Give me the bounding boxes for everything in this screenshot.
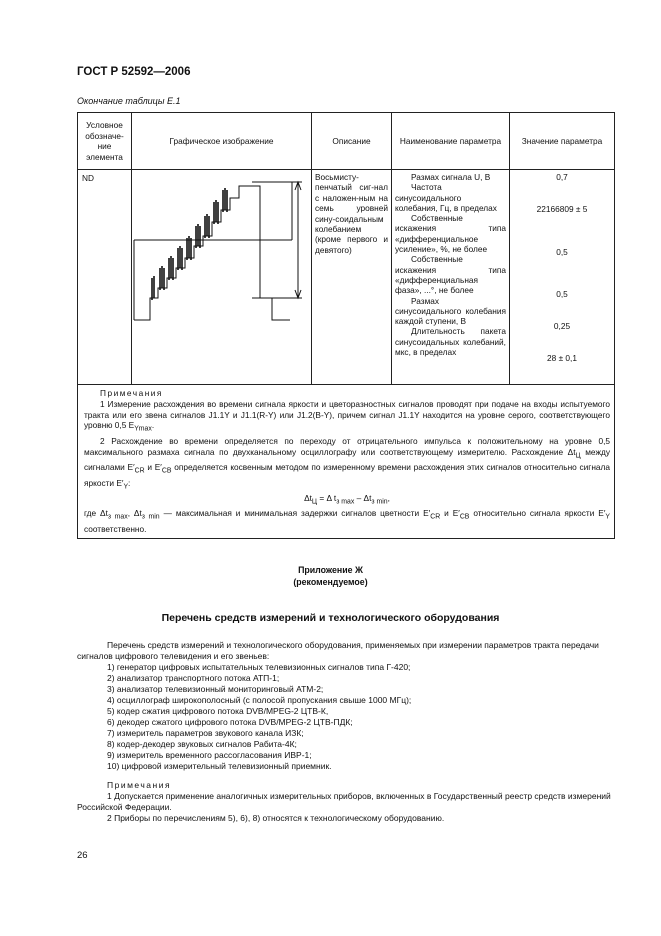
col-header-description: Описание	[312, 113, 392, 170]
table-row	[78, 170, 615, 385]
param-value-item: 28 ± 0,1	[547, 353, 577, 364]
note-2: 2 Расхождение во времени определяется по переходу от отрицательного импульса к положительному на уровне 0,5 максимального размаха сигнала по двухканальному осциллографу или соответствующему измерителю. Расхождение $\Delta t_Ц$ между сигналами $E'_{CR}$ и $E'_{CB}$ определяется косвенным методом по измеренному времени расхождения этих сигналов относительно сигнала яркости $E'_Y$:	[84, 435, 610, 491]
cell-param-names	[392, 170, 510, 385]
appendix-note-2: 2 Приборы по перечислениям 5), 6), 8) относятся к технологическому оборудованию.	[107, 813, 445, 823]
note-1: 1 Измерение расхождения во времени сигнала яркости и цветоразностных сигналов проводят при подаче на входы испытуемого тракта или его звена сигналов J1.1Y и J1.1(R-Y) или J1.2(B-Y), причем сигнал J1.1Y находится на уровне серого, соответствующего уровню 0,5 $E_{Ymax}$.	[84, 398, 610, 434]
table-caption: Окончание таблицы Е.1	[77, 96, 181, 106]
list-item: 10) цифровой измерительный телевизионный приемник.	[107, 761, 332, 771]
list-item: 4) осциллограф широкополосный (с полосой пропускания свыше 1000 МГц);	[107, 695, 412, 705]
table-notes-row	[78, 385, 615, 539]
list-item: 9) измеритель временного рассогласования ИВР-1;	[107, 750, 312, 760]
staircase-waveform-image	[132, 170, 312, 382]
document-header: ГОСТ Р 52592—2006	[77, 66, 191, 78]
cell-symbol: ND	[78, 170, 132, 385]
table-e1	[77, 112, 615, 539]
param-value-item: 0,5	[556, 246, 568, 257]
list-item: 8) кодер-декодер звуковых сигналов Рабита-4К;	[107, 739, 297, 749]
appendix-body	[77, 640, 614, 824]
list-item: 2) анализатор транспортного потока АТП-1;	[107, 673, 280, 683]
list-item: 7) измеритель параметров звукового канала ИЗК;	[107, 728, 304, 738]
param-name-item: Длительность пакета синусоидальных колебаний, мкс, в пределах	[395, 326, 506, 358]
table-notes	[78, 385, 615, 539]
page-number: 26	[77, 850, 88, 861]
col-header-symbol: Условное обозначе-ние элемента	[78, 113, 132, 170]
appendix-title: Приложение Ж	[298, 565, 363, 575]
param-name-item: Размах сигнала U, В	[411, 172, 491, 182]
list-item: 6) декодер сжатого цифрового потока DVB/MPEG-2 ЦТВ-ПДК;	[107, 717, 353, 727]
notes-title: Примечания	[100, 388, 163, 398]
param-name-item: Собственные искажения типа «дифференциальная фаза», ...°, не более	[395, 254, 506, 296]
sine-bursts	[152, 188, 227, 300]
appendix-intro: Перечень средств измерений и технологического оборудования, применяемых при измерении параметров тракта передачи сигналов цифрового телевидения и его звеньев:	[77, 640, 599, 661]
param-value-item: 0,7	[556, 172, 568, 182]
formula: $\Delta t_Ц = \Delta$ $t_{з max} - \Delta t_{з min}$,	[304, 493, 390, 506]
cell-param-values	[510, 170, 615, 385]
appendix-note-1: 1 Допускается применение аналогичных измерительных приборов, включенных в Государственный реестр средств измерений Российской Федерации.	[77, 791, 611, 812]
list-item: 5) кодер сжатия цифрового потока DVB/MPEG-2 ЦТВ-К,	[107, 706, 329, 716]
appendix-notes-title: Примечания	[107, 780, 172, 790]
cell-graphic	[132, 170, 312, 385]
param-value-item: 0,5	[556, 288, 568, 299]
list-item: 3) анализатор телевизионный мониторинговый АТМ-2;	[107, 684, 324, 694]
param-value-item: 22166809 ± 5	[536, 204, 588, 215]
list-item: 1) генератор цифровых испытательных телевизионных сигналов типа Г-420;	[107, 662, 411, 672]
table-header-row	[78, 113, 615, 170]
param-name-item: Размах синусоидального колебания каждой ступени, В	[395, 295, 506, 327]
appendix-subtitle: (рекомендуемое)	[293, 577, 368, 587]
param-name-item: Собственные искажения типа «дифференциальное усиление», %, не более	[395, 213, 506, 255]
param-value-item: 0,25	[553, 321, 571, 332]
appendix-heading: Перечень средств измерений и технологического оборудования	[161, 612, 500, 624]
param-name-item: Частота синусоидального колебания, Гц, в пределах	[395, 182, 497, 213]
cell-description: Восьмисту-пенчатый сиг-нал с наложен-ным на семь уровней сину-соидальным колебанием (кроме первого и девятого)	[312, 170, 392, 385]
formula-legend: где $\Delta t_{з max}$, $\Delta t_{з min}$ — максимальная и минимальная задержки сигналов цветности $E'_{CR}$ и $E'_{CB}$ относительно сигнала яркости $E'_Y$ соответственно.	[84, 508, 611, 534]
col-header-param-name: Наименование параметра	[392, 113, 510, 170]
col-header-graphic: Графическое изображение	[132, 113, 312, 170]
col-header-param-value: Значение параметра	[510, 113, 615, 170]
